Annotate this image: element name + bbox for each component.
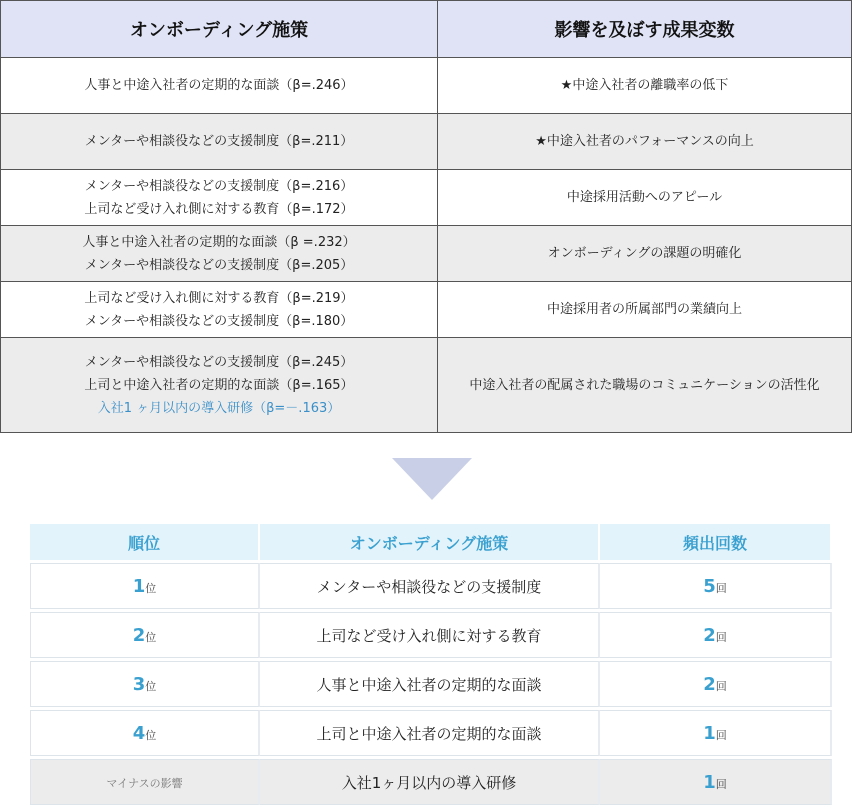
count-number: 1 (703, 771, 716, 793)
count-number: 2 (703, 673, 716, 695)
measure-line: 上司など受け入れ側に対する教育（β=.219） (84, 290, 354, 306)
rank-cell (30, 710, 260, 756)
measure-line: 人事と中途入社者の定期的な面談（β=.246） (84, 78, 354, 93)
count-cell (600, 759, 832, 805)
table-row (1, 114, 852, 170)
rank-cell (30, 661, 260, 707)
outcome-cell: 中途採用活動へのアピール (438, 170, 852, 226)
table-row (30, 563, 832, 609)
count-unit: 回 (715, 777, 727, 791)
header-onboarding-measures: オンボーディング施策 (1, 1, 438, 58)
outcome-cell: オンボーディングの課題の明確化 (438, 226, 852, 282)
measure-line: 上司と中途入社者の定期的な面談（β=.165） (84, 377, 354, 393)
rank-number: 3 (132, 673, 146, 695)
rank-header-row (30, 524, 832, 560)
rank-cell (30, 563, 260, 609)
measure-cell: 上司と中途入社者の定期的な面談 (260, 710, 600, 756)
minus-label-cell (30, 759, 260, 805)
count-unit: 回 (715, 581, 727, 595)
measure-line: メンターや相談役などの支援制度（β=.180） (84, 313, 354, 329)
outcome-cell: ★中途入社者のパフォーマンスの向上 (438, 114, 852, 170)
header-measure: オンボーディング施策 (260, 524, 600, 560)
outcome-cell: ★中途入社者の離職率の低下 (438, 58, 852, 114)
count-cell (600, 563, 832, 609)
table-row (1, 338, 852, 433)
table-row (30, 661, 832, 707)
top-header-row (1, 1, 852, 58)
rank-number: 1 (132, 575, 146, 597)
rank-unit: 位 (145, 630, 157, 644)
count-number: 5 (703, 575, 716, 597)
outcome-cell: 中途入社者の配属された職場のコミュニケーションの活性化 (438, 338, 852, 433)
rank-cell (30, 612, 260, 658)
table-row (30, 612, 832, 658)
measure-cell: 入社1ヶ月以内の導入研修 (260, 759, 600, 805)
measure-cell (1, 226, 438, 282)
measure-cell: 人事と中途入社者の定期的な面談 (260, 661, 600, 707)
count-unit: 回 (715, 630, 727, 644)
table-row-negative (30, 759, 832, 805)
measure-line: メンターや相談役などの支援制度（β=.216） (84, 178, 354, 194)
measure-cell (1, 114, 438, 170)
measure-cell (1, 282, 438, 338)
minus-label: マイナスの影響 (106, 777, 183, 790)
rank-unit: 位 (145, 679, 157, 693)
count-cell (600, 661, 832, 707)
measure-line: メンターや相談役などの支援制度（β=.245） (84, 354, 354, 370)
table-row (1, 58, 852, 114)
measure-cell (1, 58, 438, 114)
down-arrow-icon (392, 458, 472, 500)
count-unit: 回 (715, 679, 727, 693)
header-frequency: 頻出回数 (600, 524, 832, 560)
measure-cell: 上司など受け入れ側に対する教育 (260, 612, 600, 658)
table-row (1, 170, 852, 226)
header-rank: 順位 (30, 524, 260, 560)
measure-cell: メンターや相談役などの支援制度 (260, 563, 600, 609)
rank-number: 4 (132, 722, 146, 744)
rank-unit: 位 (145, 728, 157, 742)
table-row (30, 710, 832, 756)
table-row (1, 226, 852, 282)
measure-cell (1, 338, 438, 433)
measure-line: メンターや相談役などの支援制度（β=.211） (84, 134, 354, 149)
measure-cell (1, 170, 438, 226)
header-outcome-variables: 影響を及ぼす成果変数 (438, 1, 852, 58)
measure-line: 人事と中途入社者の定期的な面談（β =.232） (82, 234, 356, 250)
negative-measure-line: 入社1 ヶ月以内の導入研修（β=－.163） (97, 400, 341, 416)
count-cell (600, 710, 832, 756)
measure-line: メンターや相談役などの支援制度（β=.205） (84, 257, 354, 273)
count-unit: 回 (715, 728, 727, 742)
table-row (1, 282, 852, 338)
measure-line: 上司など受け入れ側に対する教育（β=.172） (84, 201, 354, 217)
outcome-cell: 中途採用者の所属部門の業績向上 (438, 282, 852, 338)
count-number: 1 (703, 722, 716, 744)
rank-number: 2 (132, 624, 146, 646)
count-cell (600, 612, 832, 658)
rank-unit: 位 (145, 581, 157, 595)
count-number: 2 (703, 624, 716, 646)
frequency-ranking-table (30, 521, 832, 808)
